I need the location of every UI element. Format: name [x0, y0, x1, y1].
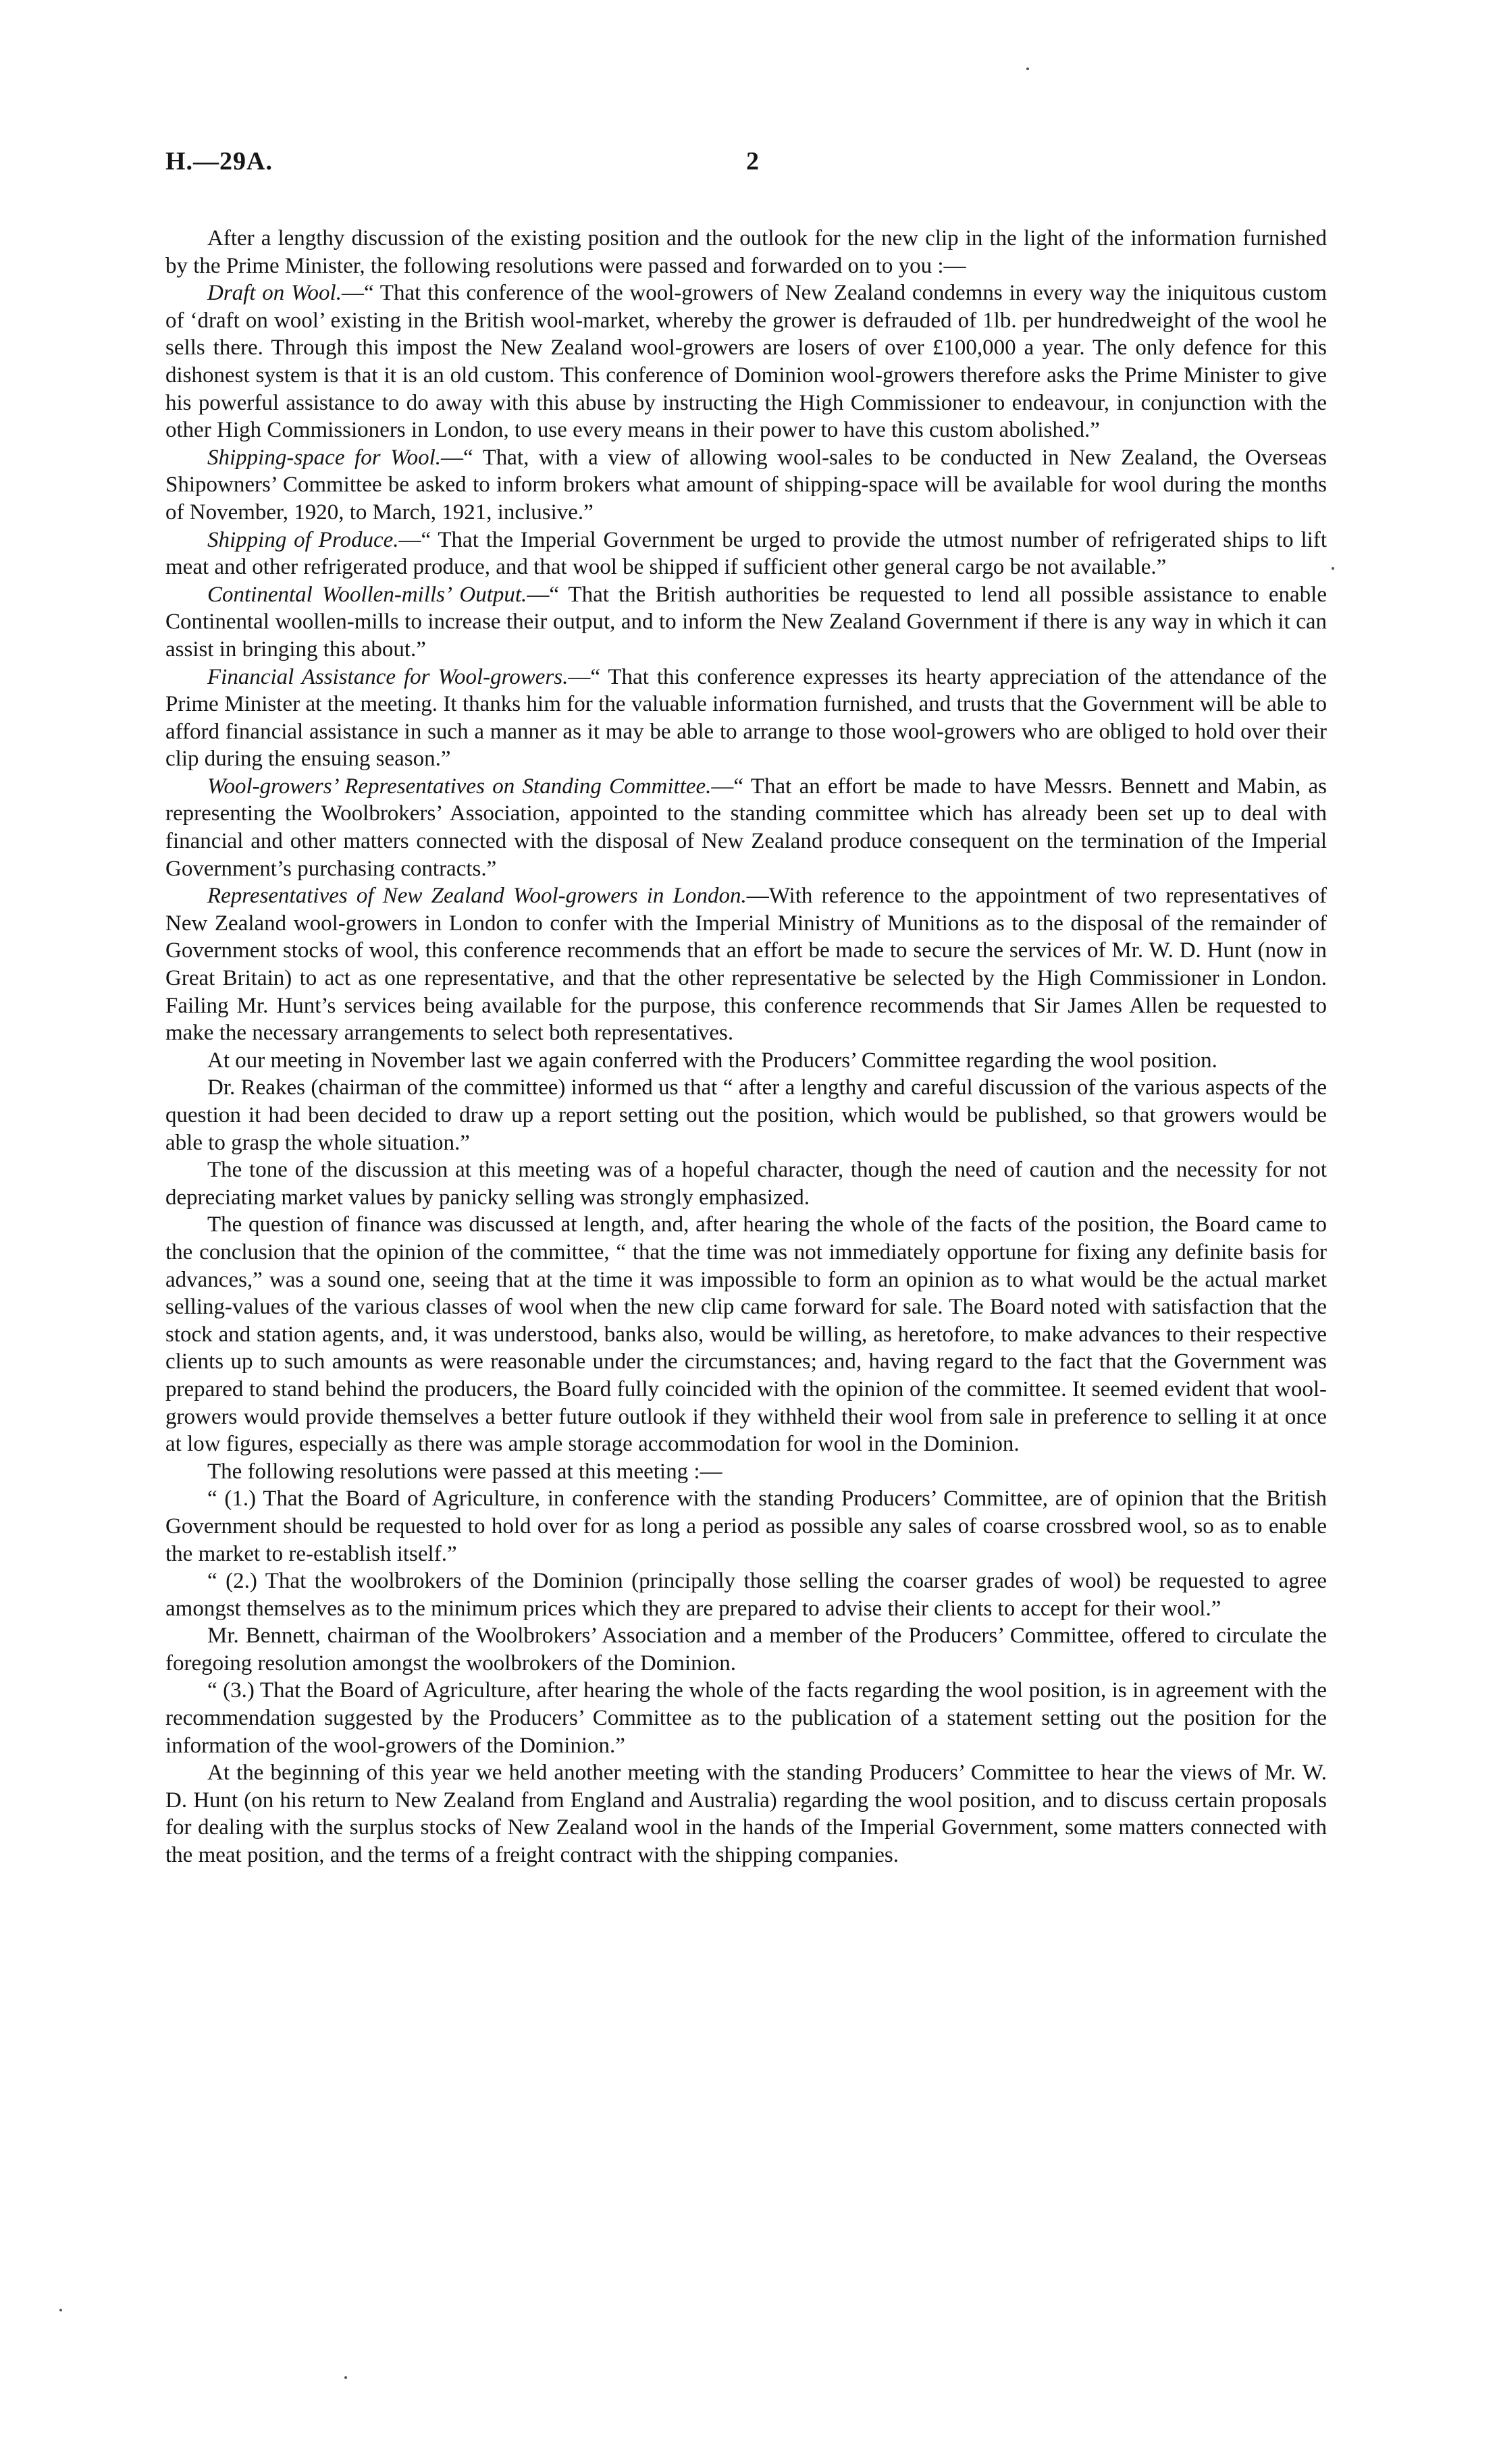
- resolution-heading: Shipping of Produce.: [207, 527, 399, 552]
- resolution-1: “ (1.) That the Board of Agriculture, in conference with the standing Producers’ Committee, are of opinion that the British Government should be requested to hold over for as long a period as possible any sales of coarse crossbred wool, so as to enable the market to re-establish itself.”: [165, 1487, 1327, 1566]
- paragraph-tone: The tone of the discussion at this meeting was of a hopeful character, though the need of caution and the necessity for not depreciating market values by panicky selling was strongly emphasized.: [165, 1158, 1327, 1210]
- resolution-heading: Wool-growers’ Representatives on Standing Committee.: [207, 774, 712, 799]
- scan-speck: [59, 2309, 62, 2311]
- resolution-draft-on-wool: Draft on Wool.—“ That this conference of the wool-growers of New Zealand condemns in every way the iniquitous custom of ‘draft on wool’ existing in the British wool-market, whereby the grower is defrauded of 1lb. per hundredweight of the wool he sells there. Through this impost the New Zealand wool-growers are losers of over £100,000 a year. The only defence for this dishonest system is that it is an old custom. This conference of Dominion wool-growers therefore asks the Prime Minister to give his powerful assistance to do away with this abuse by instructing the High Commissioner to endeavour, in conjunction with the other High Commissioners in London, to use every means in their power to have this custom abolished.”: [165, 281, 1327, 443]
- resolution-continental-mills: Continental Woollen-mills’ Output.—“ That the British authorities be requested to lend all possible assistance to enable Continental woollen-mills to increase their output, and to inform the New Zealand Government if there is any way in which it can assist in bringing this about.”: [165, 582, 1327, 662]
- resolution-3: “ (3.) That the Board of Agriculture, after hearing the whole of the facts regarding the wool position, is in agreement with the recommendation suggested by the Producers’ Committee as to the publication of a statement setting out the position for the information of the wool-growers of the Dominion.”: [165, 1678, 1327, 1758]
- resolution-representatives-london: Representatives of New Zealand Wool-growers in London.—With reference to the appointment of two representatives of New Zealand wool-growers in London to confer with the Imperial Ministry of Munitions as to the disposal of the remainder of Government stocks of wool, this conference recommends that an effort be made to secure the services of Mr. W. D. Hunt (now in Great Britain) to act as one representative, and that the other representative be selected by the High Commissioner in London. Failing Mr. Hunt’s services being available for the purpose, this conference recommends that Sir James Allen be requested to make the necessary arrangements to select both representatives.: [165, 884, 1327, 1046]
- resolution-standing-committee: Wool-growers’ Representatives on Standing Committee.—“ That an effort be made to have Messrs. Bennett and Mabin, as representing the Woolbrokers’ Association, appointed to the standing committee which has already been set up to deal with financial and other matters connected with the disposal of New Zealand produce consequent on the termination of the Imperial Government’s purchasing contracts.”: [165, 774, 1327, 881]
- paragraph-resolutions-intro: The following resolutions were passed at this meeting :—: [207, 1459, 722, 1484]
- page-number: 2: [746, 147, 759, 176]
- scan-speck: [1026, 68, 1029, 70]
- resolution-shipping-space: Shipping-space for Wool.—“ That, with a view of allowing wool-sales to be conducted in New Zealand, the Overseas Shipowners’ Committee be asked to inform brokers what amount of shipping-space will be available for wool during the months of November, 1920, to March, 1921, inclusive.”: [165, 445, 1327, 525]
- paragraph-dr-reakes: Dr. Reakes (chairman of the committee) informed us that “ after a lengthy and careful discussion of the various aspects of the question it had been decided to draw up a report setting out the position, which would be published, so that growers would be able to grasp the whole situation.”: [165, 1075, 1327, 1155]
- resolution-heading: Shipping-space for Wool.: [207, 445, 441, 470]
- resolution-shipping-of-produce: Shipping of Produce.—“ That the Imperial Government be urged to provide the utmost number of refrigerated ships to lift meat and other refrigerated produce, and that wool be shipped if sufficient other general cargo be not available.”: [165, 527, 1327, 580]
- resolution-financial-assistance: Financial Assistance for Wool-growers.—“ That this conference expresses its hearty appreciation of the attendance of the Prime Minister at the meeting. It thanks him for the valuable information furnished, and trusts that the Government will be able to afford financial assistance in such a manner as it may be able to arrange to those wool-growers who are obliged to hold over their clip during the ensuing season.”: [165, 664, 1327, 772]
- resolution-heading: Financial Assistance for Wool-growers.: [207, 664, 569, 689]
- body-text: [165, 225, 1327, 1869]
- paragraph-mr-bennett: Mr. Bennett, chairman of the Woolbrokers’ Association and a member of the Producers’ Committee, offered to circulate the foregoing resolution amongst the woolbrokers of the Dominion.: [165, 1624, 1327, 1676]
- document-reference: H.—29A.: [165, 147, 273, 176]
- resolution-heading: Continental Woollen-mills’ Output.: [207, 582, 527, 607]
- resolution-heading: Representatives of New Zealand Wool-growers in London.: [207, 884, 747, 909]
- scan-speck: [1332, 567, 1334, 570]
- scan-speck: [344, 2376, 347, 2379]
- paragraph-intro: After a lengthy discussion of the existing position and the outlook for the new clip in the light of the information furnished by the Prime Minister, the following resolutions were passed and forwarded on to you :—: [165, 226, 1327, 278]
- paragraph-finance: The question of finance was discussed at length, and, after hearing the whole of the facts of the position, the Board came to the conclusion that the opinion of the committee, “ that the time was not immediately opportune for fixing any definite basis for advances,” was a sound one, seeing that at the time it was impossible to form an opinion as to what would be the actual market selling-values of the various classes of wool when the new clip came forward for sale. The Board noted with satisfaction that the stock and station agents, and, it was understood, banks also, would be willing, as heretofore, to make advances to their respective clients up to such amounts as were reasonable under the circumstances; and, having regard to the fact that the Government was prepared to stand behind the producers, the Board fully coincided with the opinion of the committee. It seemed evident that wool-growers would provide themselves a better future outlook if they withheld their wool from sale in preference to selling it at once at low figures, especially as there was ample storage accommodation for wool in the Dominion.: [165, 1212, 1327, 1457]
- resolution-2: “ (2.) That the woolbrokers of the Dominion (principally those selling the coarser grades of wool) be requested to agree amongst themselves as to the minimum prices which they are prepared to advise their clients to accept for their wool.”: [165, 1569, 1327, 1621]
- document-page: [165, 138, 1327, 1869]
- page-header: [165, 138, 1327, 186]
- resolution-heading: Draft on Wool.: [207, 281, 342, 306]
- paragraph-beginning-of-year: At the beginning of this year we held another meeting with the standing Producers’ Committee to hear the views of Mr. W. D. Hunt (on his return to New Zealand from England and Australia) regarding the wool position, and to discuss certain proposals for dealing with the surplus stocks of New Zealand wool in the hands of the Imperial Government, some matters connected with the meat position, and the terms of a freight contract with the shipping companies.: [165, 1761, 1327, 1868]
- paragraph-november-meeting: At our meeting in November last we again conferred with the Producers’ Committee regarding the wool position.: [207, 1048, 1217, 1073]
